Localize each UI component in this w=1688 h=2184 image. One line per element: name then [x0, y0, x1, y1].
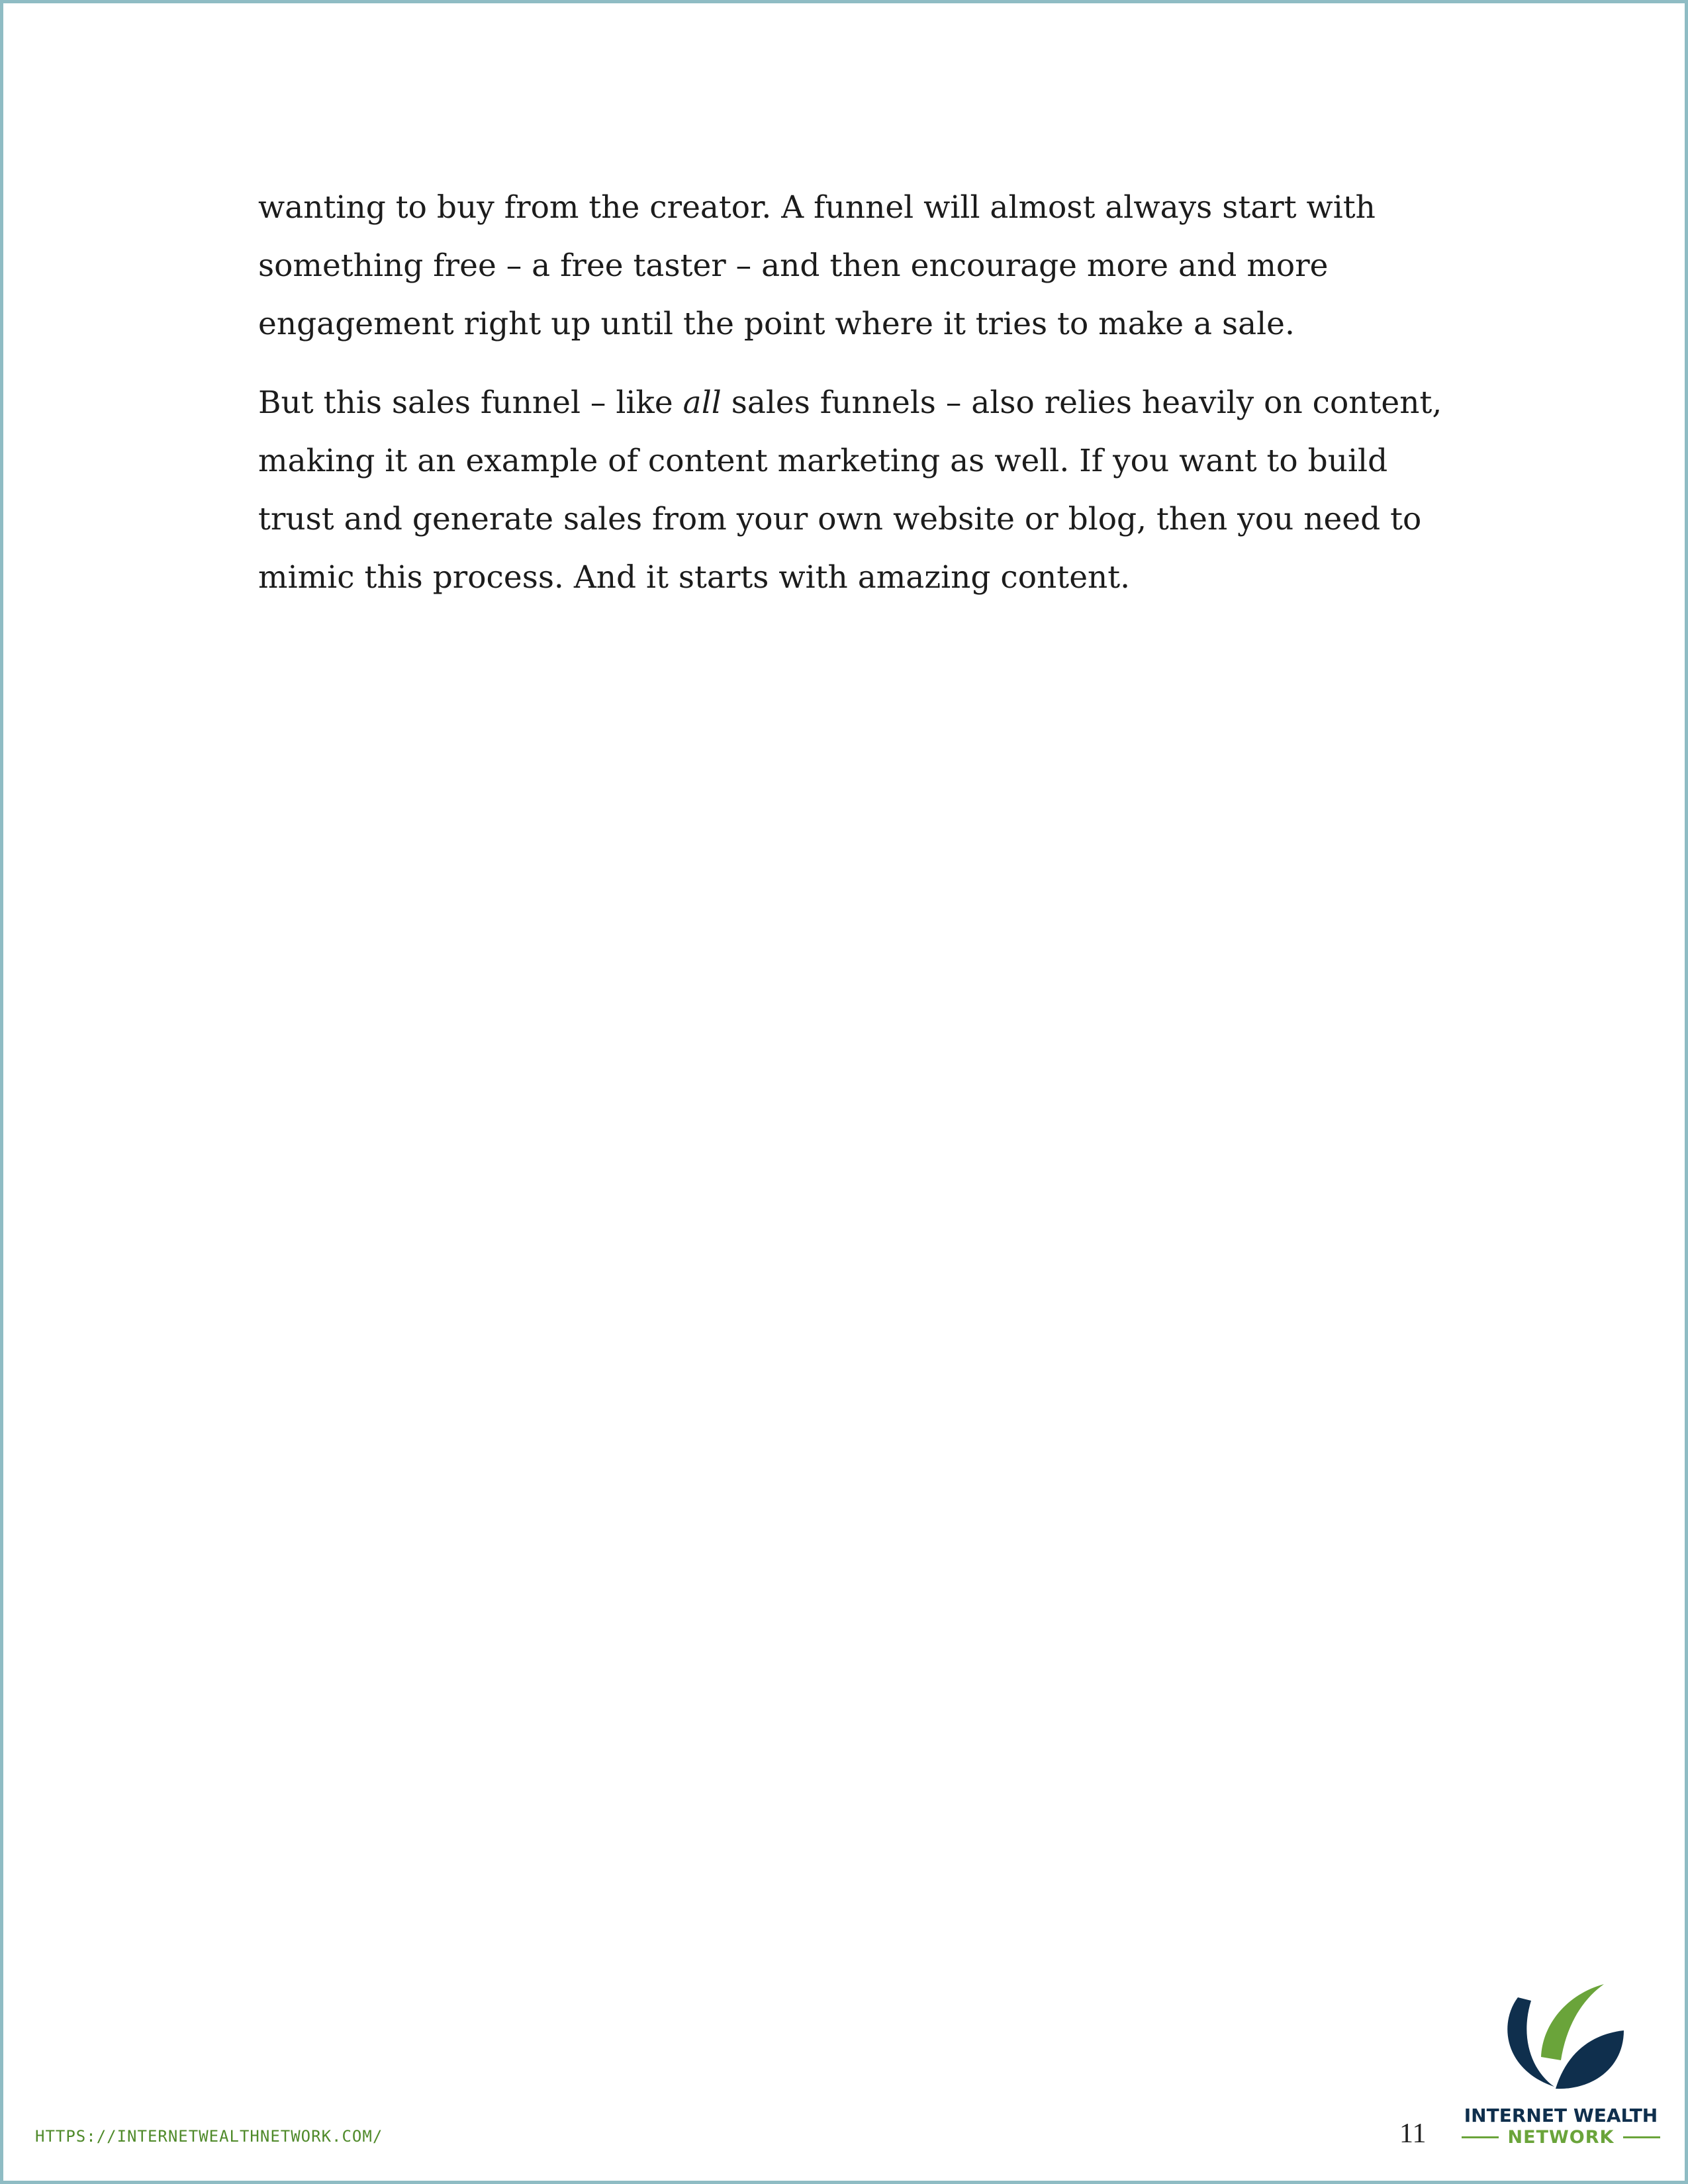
paragraph-2-end: sales funnels – also relies heavily on content, making it an example of content marketing as well. If you want to build trust and generate sales from your own website or blog, then you need to mimic this process. And it starts with amazing content.: [258, 385, 1442, 596]
brand-logo: [1455, 1971, 1667, 2156]
logo-rule-left: [1462, 2136, 1499, 2138]
logo-subtitle: NETWORK: [1507, 2127, 1615, 2148]
body-text: [258, 179, 1450, 627]
internet-wealth-network-logo-icon: [1495, 1971, 1627, 2097]
paragraph-2: [258, 374, 1450, 607]
paragraph-1: wanting to buy from the creator. A funnel will almost always start with something free – a free taster – and then encourage more and more engagement right up until the point where it tries to make a sale.: [258, 189, 1376, 342]
paragraph-2-start: But this sales funnel – like: [258, 385, 683, 421]
logo-subtitle-row: [1455, 2127, 1667, 2148]
page-number: 11: [1399, 2118, 1427, 2149]
logo-title: INTERNET WEALTH: [1464, 2105, 1658, 2126]
logo-rule-right: [1623, 2136, 1660, 2138]
footer-url-link[interactable]: HTTPS://INTERNETWEALTHNETWORK.COM/: [35, 2127, 383, 2146]
paragraph-2-emphasis: all: [682, 385, 722, 421]
